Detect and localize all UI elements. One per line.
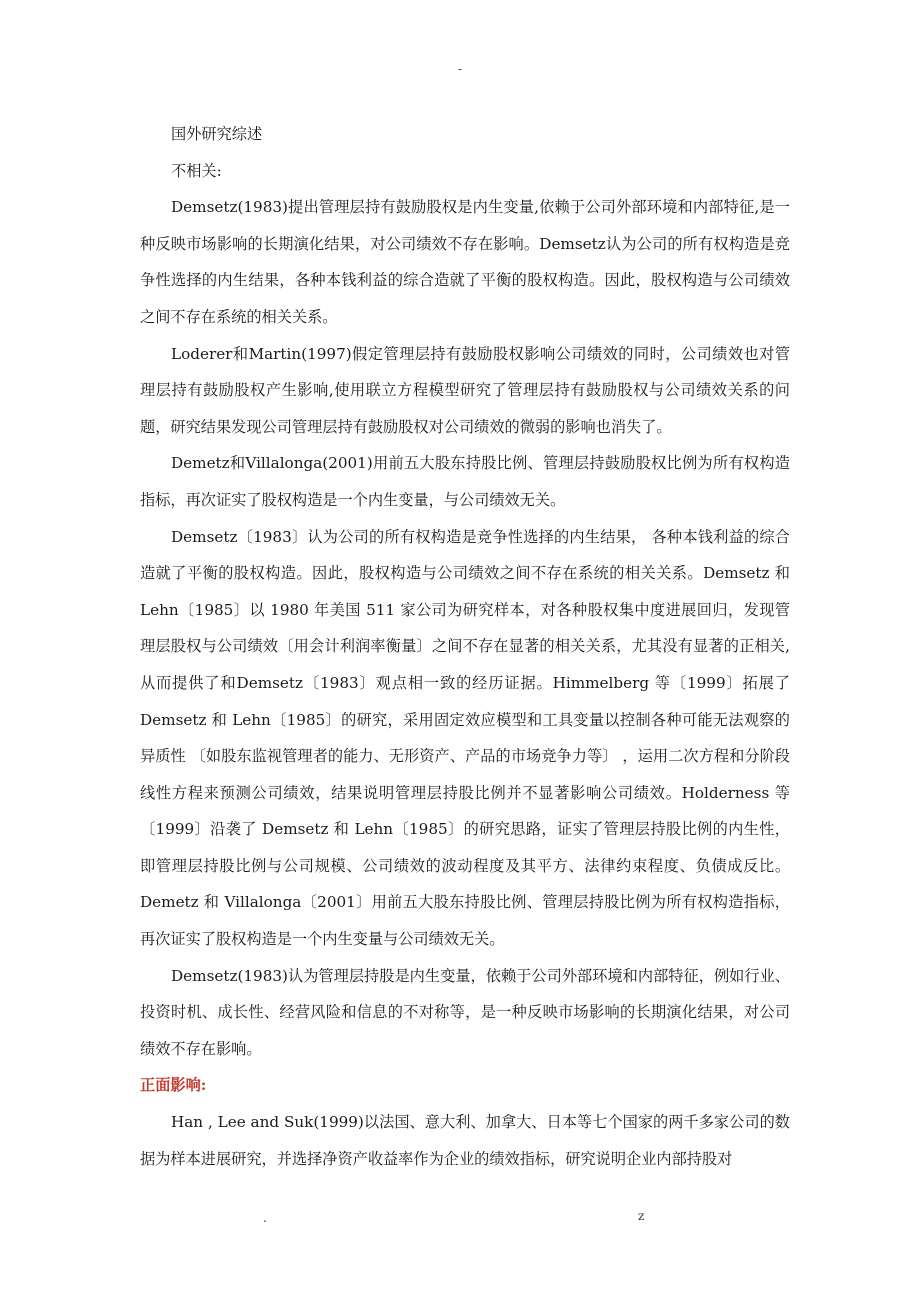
section-heading-unrelated: 不相关: — [171, 161, 222, 180]
footer-left-mark: . — [263, 1211, 267, 1225]
paragraph-3: Demetz和Villalonga(2001)用前五大股东持股比例、管理层持鼓励股权比例为所有权构造指标，再次证实了股权构造是一个内生变量，与公司绩效无关。 — [140, 454, 790, 509]
paragraph-2: Loderer和Martin(1997)假定管理层持有鼓励股权影响公司绩效的同时，公司绩效也对管理层持有鼓励股权产生影响,使用联立方程模型研究了管理层持有鼓励股权与公司绩效关系的问题，研究结果发现公司管理层持有鼓励股权对公司绩效的微弱的影响也消失了。 — [140, 344, 790, 436]
paragraph-4: Demsetz〔1983〕认为公司的所有权构造是竞争性选择的内生结果， 各种本钱利益的综合造就了平衡的股权构造。因此，股权构造与公司绩效之间不存在系统的相关关系。Demsetz 和 Lehn〔1985〕以 1980 年美国 511 家公司为研究样本，对各种股权集中度进展回归，发现管理层股权与公司绩效〔用会计利润率衡量〕之间不存在显著的相关关系，尤其没有显著的正相关,从而提供了和Demsetz〔1983〕观点相一致的经历证据。Himmelberg 等〔1999〕拓展了 Demsetz 和 Lehn〔1985〕的研究，采用固定效应模型和工具变量以控制各种可能无法观察的异质性 〔如股东监视管理者的能力、无形资产、产品的市场竞争力等〕 ，运用二次方程和分阶段线性方程来预测公司绩效，结果说明管理层持股比例并不显著影响公司绩效。Holderness 等〔1999〕沿袭了 Demsetz 和 Lehn〔1985〕的研究思路，证实了管理层持股比例的内生性，即管理层持股比例与公司规模、公司绩效的波动程度及其平方、法律约束程度、负债成反比。Demetz 和 Villalonga〔2001〕用前五大股东持股比例、管理层持股比例为所有权构造指标， 再次证实了股权构造是一个内生变量与公司绩效无关。 — [140, 527, 790, 949]
footer-right-mark: z — [638, 1209, 645, 1223]
document-body — [140, 116, 790, 1177]
paragraph-5: Demsetz(1983)认为管理层持股是内生变量，依赖于公司外部环境和内部特征，例如行业、投资时机、成长性、经营风险和信息的不对称等，是一种反映市场影响的长期演化结果，对公司绩效不存在影响。 — [140, 966, 790, 1058]
paragraph-6: Han , Lee and Suk(1999)以法国、意大利、加拿大、日本等七个国家的两千多家公司的数据为样本进展研究，并选择净资产收益率作为企业的绩效指标，研究说明企业内部持股对 — [140, 1113, 790, 1168]
section-heading-positive: 正面影响: — [140, 1076, 207, 1095]
header-mark: - — [457, 62, 463, 76]
paragraph-1: Demsetz(1983)提出管理层持有鼓励股权是内生变量,依赖于公司外部环境和内部特征,是一种反映市场影响的长期演化结果，对公司绩效不存在影响。Demsetz认为公司的所有权构造是竞争性选择的内生结果，各种本钱利益的综合造就了平衡的股权构造。因此，股权构造与公司绩效之间不存在系统的相关关系。 — [140, 198, 790, 326]
document-title: 国外研究综述 — [171, 125, 263, 143]
